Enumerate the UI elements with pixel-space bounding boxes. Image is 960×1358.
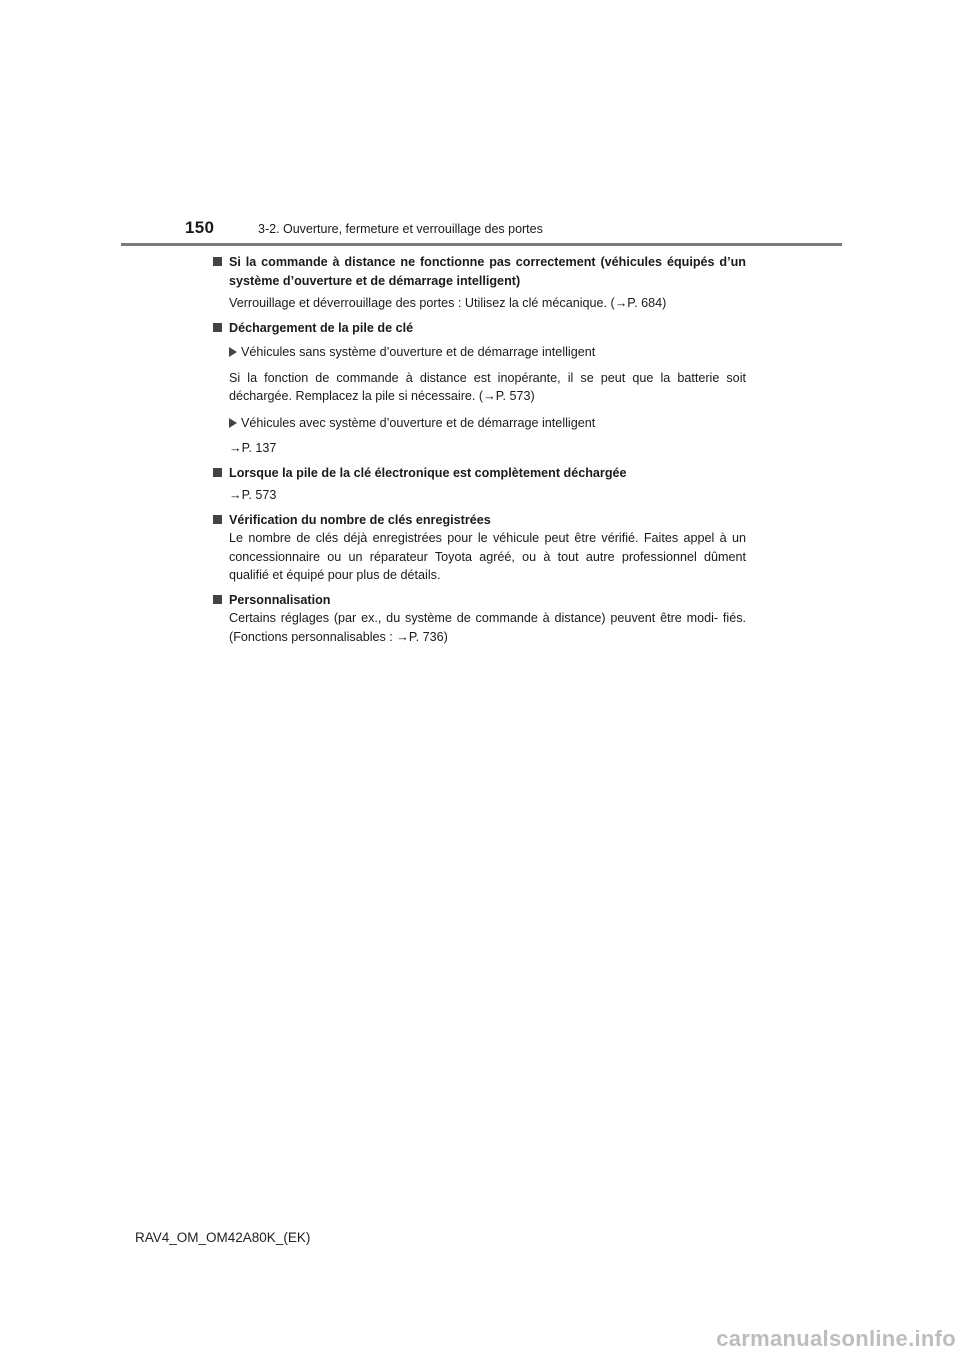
section-body: Verrouillage et déverrouillage des portes : Utilisez la clé mécanique. (→P. 684) [229, 296, 667, 310]
section-body: Certains réglages (par ex., du système de commande à distance) peuvent être modi- fiés. (Fonctions personnalisables : →P. 736) [229, 611, 746, 644]
sub-item-label: Véhicules sans système d’ouverture et de démarrage intelligent [241, 345, 596, 359]
square-bullet-icon [213, 323, 222, 332]
section-heading-text: Vérification du nombre de clés enregistrées [229, 512, 491, 527]
section-heading [212, 511, 746, 530]
section-heading [212, 591, 746, 610]
square-bullet-icon [213, 515, 222, 524]
section-heading-text: Lorsque la pile de la clé électronique est complètement déchargée [229, 465, 627, 480]
section-heading-text: Déchargement de la pile de clé [229, 320, 414, 335]
document-code: RAV4_OM_OM42A80K_(EK) [135, 1230, 311, 1245]
section-remote-malfunction [212, 253, 746, 313]
section-heading [212, 319, 746, 338]
section-heading-text: Si la commande à distance ne fonctionne pas correctement (véhicules équipés d’un système d’ouverture et de démarrage intelligent) [229, 255, 746, 288]
triangle-bullet-icon [229, 418, 237, 428]
sub-item-label: Véhicules avec système d’ouverture et de démarrage intelligent [241, 415, 596, 430]
section-heading-text: Personnalisation [229, 592, 331, 607]
square-bullet-icon [213, 595, 222, 604]
square-bullet-icon [213, 257, 222, 266]
section-title: 3-2. Ouverture, fermeture et verrouillage des portes [258, 222, 543, 236]
section-body: Le nombre de clés déjà enregistrées pour le véhicule peut être vérifié. Faites appel à un concessionnaire ou un réparateur Toyota agréé, ou à tout autre professionnel dûment qualifié et équipé pour plus de détails. [229, 531, 746, 582]
section-registered-keys [212, 511, 746, 585]
page-content [212, 253, 746, 652]
page-number: 150 [185, 218, 215, 237]
square-bullet-icon [213, 468, 222, 477]
sub-item-without-smart-entry [212, 343, 746, 362]
section-key-battery-depletion [212, 319, 746, 458]
triangle-bullet-icon [229, 347, 237, 357]
page-reference-link[interactable]: →P. 573 [229, 488, 277, 502]
page-reference-link[interactable]: →P. 137 [229, 441, 277, 455]
section-heading [212, 253, 746, 290]
header-rule [121, 243, 842, 246]
sub-item-with-smart-entry [212, 414, 746, 433]
section-heading [212, 464, 746, 483]
sub-item-body: Si la fonction de commande à distance est inopérante, il se peut que la batterie soit déchargée. Remplacez la pile si nécessaire. (→P. 573) [229, 370, 746, 403]
section-customization [212, 591, 746, 647]
watermark: carmanualsonline.info [716, 1326, 956, 1351]
section-electronic-key-dead [212, 464, 746, 505]
